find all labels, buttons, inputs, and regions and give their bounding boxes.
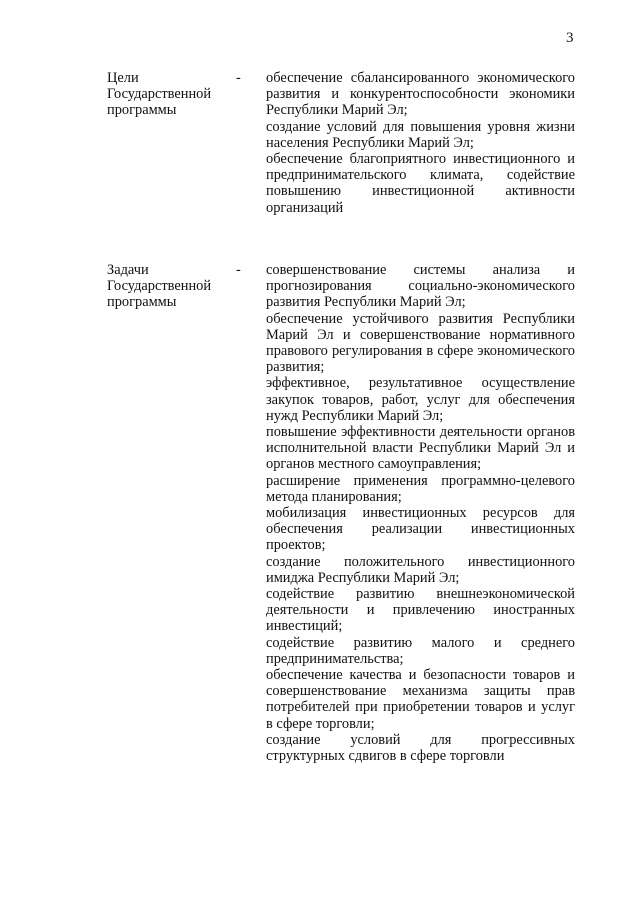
tasks-dash: - bbox=[236, 262, 241, 278]
tasks-list bbox=[266, 262, 575, 764]
goal-item: обеспечение благоприятного инвестиционного и предпринимательского климата, содействие повышению инвестиционной активности организаций bbox=[266, 151, 575, 216]
tasks-label bbox=[107, 262, 237, 311]
tasks-label-line: Государственной bbox=[107, 278, 212, 295]
task-item: эффективное, результативное осуществление закупок товаров, работ, услуг для обеспечения нужд Республики Марий Эл; bbox=[266, 375, 575, 424]
tasks-label-line: программы bbox=[107, 294, 177, 311]
task-item: создание условий для прогрессивных структурных сдвигов в сфере торговли bbox=[266, 731, 575, 765]
goal-item: создание условий для повышения уровня жизни населения Республики Марий Эл; bbox=[266, 118, 575, 151]
task-item: создание положительного инвестиционного имиджа Республики Марий Эл; bbox=[266, 553, 575, 586]
task-item: совершенствование системы анализа и прогнозирования социально-экономического развития Республики Марий Эл; bbox=[266, 262, 575, 311]
goals-label-line: Государственной bbox=[107, 86, 212, 103]
task-item: содействие развитию малого и среднего предпринимательства; bbox=[266, 634, 575, 667]
task-item: расширение применения программно-целевого метода планирования; bbox=[266, 472, 575, 505]
goals-list bbox=[266, 70, 575, 216]
task-item: обеспечение качества и безопасности товаров и совершенствование механизма защиты прав потребителей при приобретении товаров и услуг в сфере торговли; bbox=[266, 667, 575, 732]
task-item: обеспечение устойчивого развития Республики Марий Эл и совершенствование нормативного правового регулирования в сфере экономического развития; bbox=[266, 310, 575, 376]
goals-dash: - bbox=[236, 70, 241, 86]
task-item: мобилизация инвестиционных ресурсов для обеспечения реализации инвестиционных проектов; bbox=[266, 505, 575, 554]
goals-label bbox=[107, 70, 237, 119]
goal-item: обеспечение сбалансированного экономического развития и конкурентоспособности экономики Республики Марий Эл; bbox=[266, 70, 575, 119]
goals-label-line: Цели bbox=[107, 70, 139, 86]
task-item: повышение эффективности деятельности органов исполнительной власти Республики Марий Эл и органов местного самоуправления; bbox=[266, 424, 575, 473]
tasks-label-line: Задачи bbox=[107, 262, 149, 278]
goals-label-line: программы bbox=[107, 102, 177, 119]
task-item: содействие развитию внешнеэкономической деятельности и привлечению иностранных инвестиций; bbox=[266, 586, 575, 635]
page-number: 3 bbox=[566, 30, 574, 46]
